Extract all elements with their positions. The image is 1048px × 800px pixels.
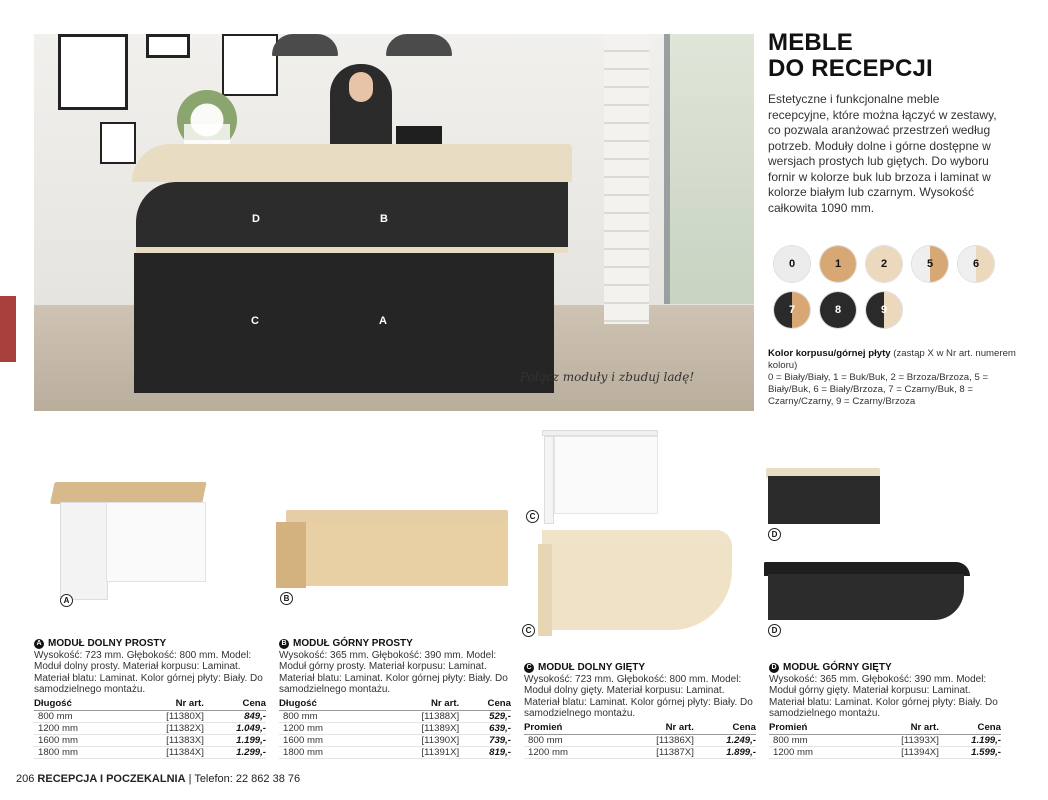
product-heading-d — [769, 662, 1001, 673]
price-row — [34, 711, 266, 723]
product-name-d: MODUŁ GÓRNY GIĘTY — [783, 662, 892, 673]
row-price: 529,- — [459, 711, 511, 723]
color-swatch-6: 6 — [958, 246, 994, 282]
section-title-line2: DO RECEPCJI — [768, 55, 933, 82]
row-art-number: [11393X] — [860, 735, 938, 747]
product-name-c: MODUŁ DOLNY GIĘTY — [538, 662, 646, 673]
footer-phone: Telefon: 22 862 38 76 — [194, 773, 301, 785]
footer-separator: | — [188, 773, 192, 785]
row-size: 800 mm — [524, 735, 615, 747]
price-row — [279, 747, 511, 759]
row-size: 1600 mm — [34, 735, 125, 747]
row-size: 800 mm — [769, 735, 860, 747]
price-row — [34, 723, 266, 735]
product-letter-icon-b: B — [279, 639, 289, 649]
product-letter-icon-c: C — [524, 663, 534, 673]
hero-label-a: A — [379, 315, 387, 327]
row-price: 849,- — [204, 711, 266, 723]
product-info-d — [769, 662, 1001, 759]
row-art-number: [11388X] — [376, 711, 459, 723]
product-desc-d: Wysokość: 365 mm. Głębokość: 390 mm. Model: Moduł górny gięty. Materiał korpusu: Laminat. Materiał blatu: Laminat. Kolor górnej płyty: Biały. Do samodzielnego montażu. — [769, 674, 998, 719]
price-table-b-header-art: Nr art. — [376, 697, 459, 711]
row-price: 1.299,- — [204, 747, 266, 759]
product-badge-a: A — [60, 594, 73, 607]
price-table-c — [524, 721, 756, 759]
footer-section-name: RECEPCJA I POCZEKALNIA — [37, 773, 186, 785]
row-size: 800 mm — [34, 711, 125, 723]
row-size: 800 mm — [279, 711, 376, 723]
product-heading-a — [34, 638, 266, 649]
product-letter-icon-d: D — [769, 663, 779, 673]
price-table-b — [279, 697, 511, 759]
hero-label-c: C — [251, 315, 259, 327]
price-table-a-header-price: Cena — [204, 697, 266, 711]
product-badge-c-bottom: C — [522, 624, 535, 637]
price-table-b-header-price: Cena — [459, 697, 511, 711]
color-legend-codes: 0 = Biały/Biały, 1 = Buk/Buk, 2 = Brzoza/Brzoza, 5 = Biały/Buk, 6 = Biały/Brzoza, 7 = Czarny/Buk, 8 = Czarny/Czarny, 9 = Czarny/Brzoza — [768, 372, 989, 407]
color-legend — [768, 348, 1018, 408]
section-title — [768, 30, 933, 82]
color-swatch-1: 1 — [820, 246, 856, 282]
row-size: 1200 mm — [769, 747, 860, 759]
price-table-c-header-price: Cena — [694, 721, 756, 735]
row-art-number: [11382X] — [125, 723, 203, 735]
product-heading-c — [524, 662, 756, 673]
price-table-c-header-dim: Promień — [524, 721, 615, 735]
price-table-d-header-price: Cena — [939, 721, 1001, 735]
product-badge-b: B — [280, 592, 293, 605]
row-price: 1.899,- — [694, 747, 756, 759]
price-table-d — [769, 721, 1001, 759]
row-size: 1600 mm — [279, 735, 376, 747]
row-size: 1800 mm — [279, 747, 376, 759]
product-letter-icon-a: A — [34, 639, 44, 649]
product-badge-d-top: D — [768, 528, 781, 541]
price-table-d-header-art: Nr art. — [860, 721, 938, 735]
color-swatch-8: 8 — [820, 292, 856, 328]
row-size: 1200 mm — [279, 723, 376, 735]
row-art-number: [11383X] — [125, 735, 203, 747]
row-price: 1.199,- — [204, 735, 266, 747]
color-legend-note: (zastąp X w Nr art. numerem koloru) — [768, 348, 1016, 371]
section-tab-marker — [0, 296, 16, 362]
product-badge-d-bottom: D — [768, 624, 781, 637]
price-table-d-header-dim: Promień — [769, 721, 860, 735]
hero-label-d: D — [252, 213, 260, 225]
product-desc-a: Wysokość: 723 mm. Głębokość: 800 mm. Model: Moduł dolny prosty. Materiał korpusu: Laminat. Materiał blatu: Laminat. Kolor górnej płyty: Biały. Do samodzielnego montażu. — [34, 650, 263, 695]
row-price: 1.049,- — [204, 723, 266, 735]
price-row — [279, 711, 511, 723]
row-art-number: [11394X] — [860, 747, 938, 759]
color-swatch-0: 0 — [774, 246, 810, 282]
product-info-b — [279, 638, 511, 759]
price-table-b-header-dim: Długość — [279, 697, 376, 711]
row-price: 1.199,- — [939, 735, 1001, 747]
row-size: 1200 mm — [34, 723, 125, 735]
row-art-number: [11386X] — [615, 735, 693, 747]
color-legend-heading: Kolor korpusu/górnej płyty — [768, 348, 891, 359]
row-price: 1.599,- — [939, 747, 1001, 759]
row-price: 739,- — [459, 735, 511, 747]
hero-label-b: B — [380, 213, 388, 225]
price-row — [769, 747, 1001, 759]
color-swatch-9: 9 — [866, 292, 902, 328]
price-table-a-header-art: Nr art. — [125, 697, 203, 711]
hero-photo — [34, 34, 754, 411]
row-price: 1.249,- — [694, 735, 756, 747]
product-image-c-curved — [538, 530, 734, 636]
color-swatch-2: 2 — [866, 246, 902, 282]
row-art-number: [11391X] — [376, 747, 459, 759]
row-price: 819,- — [459, 747, 511, 759]
product-image-d-straight — [766, 468, 882, 526]
price-table-a — [34, 697, 266, 759]
page-number: 206 — [16, 773, 35, 785]
price-table-c-header-art: Nr art. — [615, 721, 693, 735]
product-heading-b — [279, 638, 511, 649]
row-price: 639,- — [459, 723, 511, 735]
product-image-d-curved — [764, 562, 970, 622]
product-name-a: MODUŁ DOLNY PROSTY — [48, 638, 167, 649]
price-row — [524, 735, 756, 747]
row-art-number: [11387X] — [615, 747, 693, 759]
color-swatch-7: 7 — [774, 292, 810, 328]
row-size: 1800 mm — [34, 747, 125, 759]
product-badge-c-top: C — [526, 510, 539, 523]
price-row — [279, 723, 511, 735]
product-desc-b: Wysokość: 365 mm. Głębokość: 390 mm. Model: Moduł górny prosty. Materiał korpusu: Laminat. Materiał blatu: Laminat. Kolor górnej płyty: Biały. Do samodzielnego montażu. — [279, 650, 508, 695]
price-row — [769, 735, 1001, 747]
row-art-number: [11389X] — [376, 723, 459, 735]
product-name-b: MODUŁ GÓRNY PROSTY — [293, 638, 413, 649]
product-image-a — [50, 482, 208, 600]
row-art-number: [11380X] — [125, 711, 203, 723]
price-row — [34, 747, 266, 759]
price-row — [34, 735, 266, 747]
color-swatch-5: 5 — [912, 246, 948, 282]
row-size: 1200 mm — [524, 747, 615, 759]
product-image-c-straight — [542, 430, 660, 526]
price-row — [524, 747, 756, 759]
product-desc-c: Wysokość: 723 mm. Głębokość: 800 mm. Model: Moduł dolny gięty. Materiał korpusu: Laminat. Materiał blatu: Laminat. Kolor górnej płyty: Biały. Do samodzielnego montażu. — [524, 674, 753, 719]
price-table-a-header-dim: Długość — [34, 697, 125, 711]
section-intro: Estetyczne i funkcjonalne meble recepcyjne, które można łączyć w zestawy, co pozwala aranżować przestrzeń według potrzeb. Moduły dolne i górne dostępne w wersjach prostych lub giętych. Do wyboru fornir w kolorze buk lub brzoza i laminat w kolorze białym lub czarnym. Wysokość całkowita 1090 mm. — [768, 92, 997, 215]
page-footer — [16, 773, 300, 785]
product-image-b — [276, 510, 510, 590]
row-art-number: [11384X] — [125, 747, 203, 759]
row-art-number: [11390X] — [376, 735, 459, 747]
hero-caption: Połącz moduły i zbuduj ladę! — [520, 370, 695, 384]
section-title-line1: MEBLE — [768, 29, 853, 56]
price-row — [279, 735, 511, 747]
product-info-c — [524, 662, 756, 759]
product-info-a — [34, 638, 266, 759]
